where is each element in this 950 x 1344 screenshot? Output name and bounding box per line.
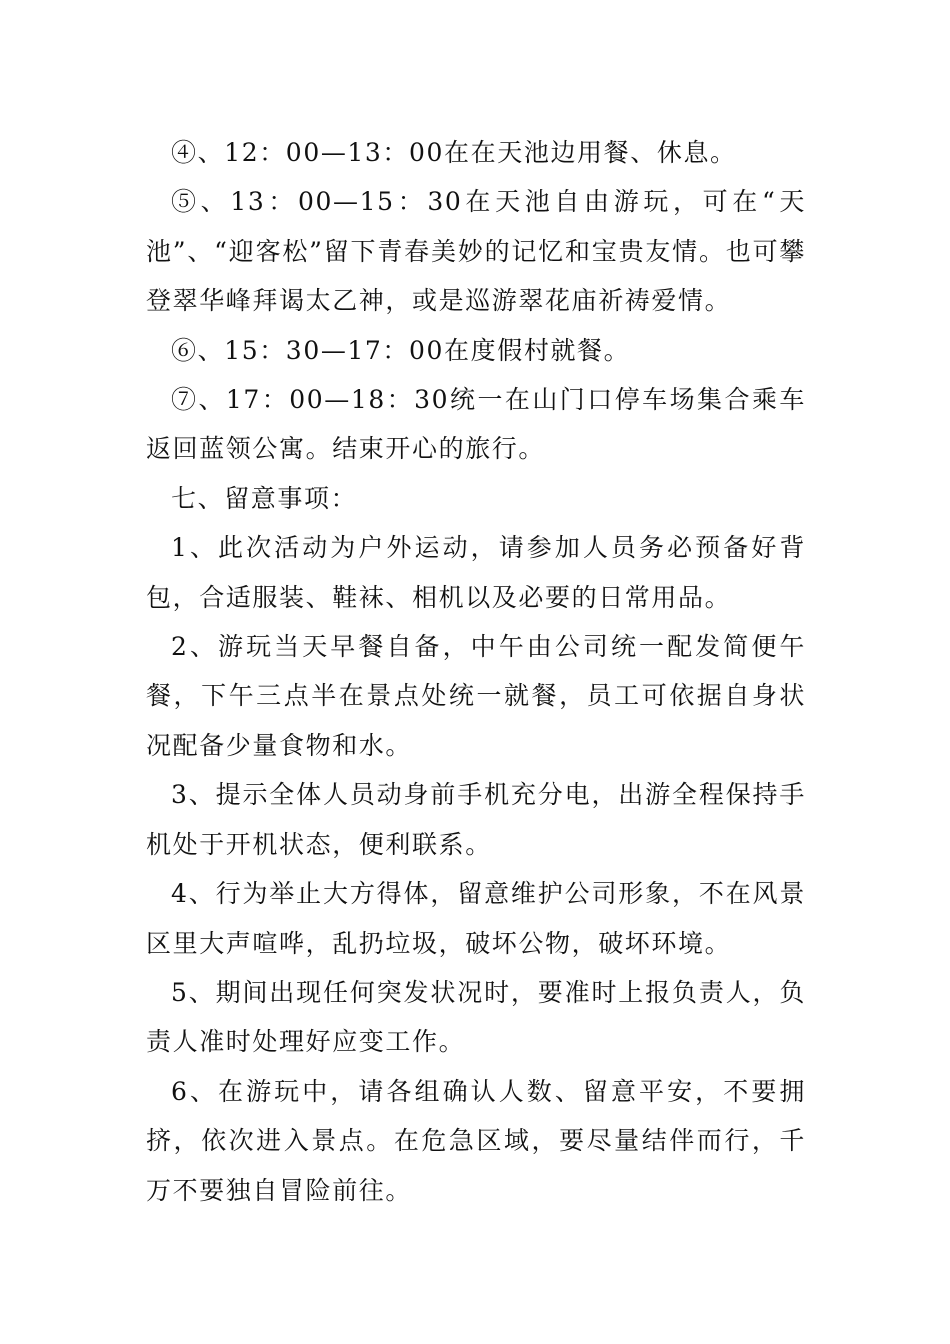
schedule-item-5: ⑤、13：00—15：30在天池自由游玩，可在“天池”、“迎客松”留下青春美妙的记忆和宝贵友情。也可攀登翠华峰拜谒太乙神，或是巡游翠花庙祈祷爱情。 — [146, 187, 806, 316]
document-body — [146, 128, 806, 1215]
schedule-item-7: ⑦、17：00—18：30统一在山门口停车场集合乘车返回蓝领公寓。结束开心的旅行。 — [146, 385, 806, 464]
note-item-6: 6、在游玩中，请各组确认人数、留意平安，不要拥挤，依次进入景点。在危急区域，要尽量结伴而行，千万不要独自冒险前往。 — [146, 1076, 806, 1205]
note-item-1: 1、此次活动为户外运动，请参加人员务必预备好背包，合适服装、鞋袜、相机以及必要的日常用品。 — [146, 533, 806, 612]
note-item-2: 2、游玩当天早餐自备，中午由公司统一配发简便午餐，下午三点半在景点处统一就餐，员工可依据自身状况配备少量食物和水。 — [146, 632, 806, 760]
note-item-3: 3、提示全体人员动身前手机充分电，出游全程保持手机处于开机状态，便利联系。 — [146, 780, 806, 859]
schedule-item-6: ⑥、15：30—17：00在度假村就餐。 — [171, 335, 631, 365]
schedule-item-4: ④、12：00—13：00在在天池边用餐、休息。 — [171, 138, 737, 167]
note-item-5: 5、期间出现任何突发状况时，要准时上报负责人，负责人准时处理好应变工作。 — [146, 977, 806, 1057]
section-heading-notes: 七、留意事项： — [171, 483, 358, 513]
note-item-4: 4、行为举止大方得体，留意维护公司形象，不在风景区里大声喧哗，乱扔垃圾，破坏公物，破坏环境。 — [146, 879, 806, 958]
